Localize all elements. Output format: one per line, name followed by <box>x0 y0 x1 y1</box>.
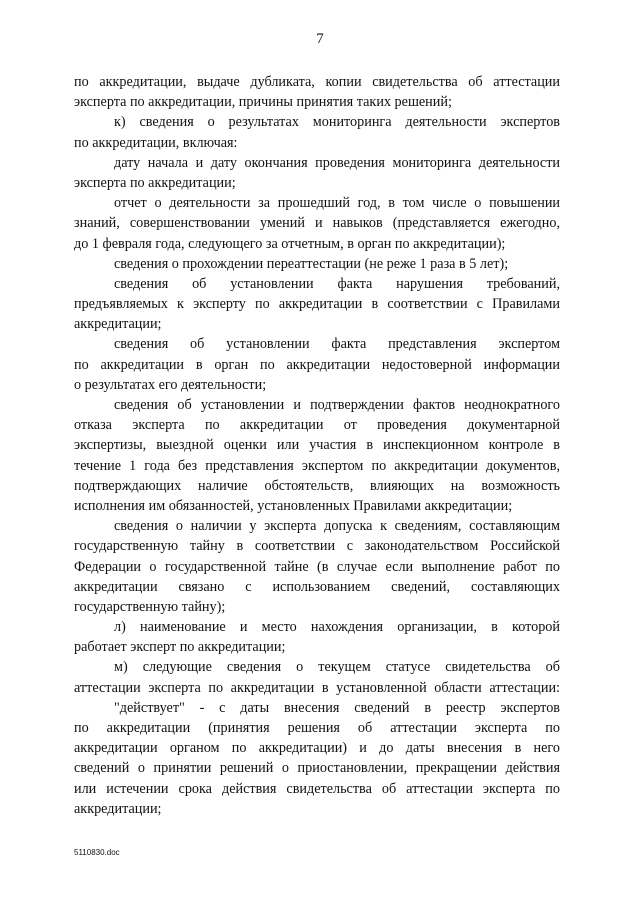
text-line: отказа эксперта по аккредитации от проведения документарной <box>74 417 560 434</box>
text-line: государственную тайну); <box>74 598 226 615</box>
text-line: отчет о деятельности за прошедший год, в том числе о повышении <box>114 195 560 212</box>
text-line: Федерации о государственной тайне (в случае если выполнение работ по <box>74 558 560 575</box>
text-line: работает эксперт по аккредитации; <box>74 639 286 656</box>
text-line: аккредитации; <box>74 800 162 817</box>
text-line: сведения о прохождении переаттестации (не реже 1 раза в 5 лет); <box>114 255 509 272</box>
text-line: по аккредитации (принятия решения об аттестации эксперта по <box>74 720 560 736</box>
text-line: сведения об установлении факта представления экспертом <box>114 336 560 353</box>
document-body <box>74 72 560 819</box>
text-line: предъявляемых к эксперту по аккредитации в соответствии с Правилами <box>74 296 560 313</box>
text-line: по аккредитации, включая: <box>74 134 238 151</box>
text-line: эксперта по аккредитации; <box>74 174 236 191</box>
text-line: или истечении срока действия свидетельства об аттестации эксперта по <box>74 780 560 797</box>
text-line: государственную тайну в соответствии с законодательством Российской <box>74 538 560 555</box>
text-line: исполнения им обязанностей, установленных Правилами аккредитации; <box>74 497 513 514</box>
page-number: 7 <box>316 31 324 47</box>
text-line: экспертизы, выездной оценки или участия в инспекционном контроле в <box>74 437 560 454</box>
text-line: к) сведения о результатах мониторинга деятельности экспертов <box>114 114 560 131</box>
text-line: м) следующие сведения о текущем статусе свидетельства об <box>114 659 560 676</box>
text-line: аккредитации связано с использованием сведений, составляющих <box>74 578 560 595</box>
text-line: о результатах его деятельности; <box>74 376 267 393</box>
text-line: течение 1 года без представления экспертом по аккредитации документов, <box>74 457 560 474</box>
text-line: по аккредитации, выдаче дубликата, копии свидетельства об аттестации <box>74 74 560 90</box>
text-line: сведений о принятии решений о приостановлении, прекращении действия <box>74 760 560 777</box>
text-line: подтверждающих наличие обстоятельств, влияющих на возможность <box>74 477 560 494</box>
text-line: сведения о наличии у эксперта допуска к сведениям, составляющим <box>114 518 560 535</box>
text-line: аттестации эксперта по аккредитации в установленной области аттестации: <box>74 679 560 696</box>
text-line: л) наименование и место нахождения организации, в которой <box>114 619 560 636</box>
text-line: сведения об установлении факта нарушения требований, <box>114 275 560 292</box>
text-line: аккредитации; <box>74 316 162 333</box>
text-line: знаний, совершенствовании умений и навыков (представляется ежегодно, <box>74 215 560 232</box>
text-line: эксперта по аккредитации, причины принятия таких решений; <box>74 94 452 111</box>
text-line: дату начала и дату окончания проведения мониторинга деятельности <box>114 154 560 171</box>
text-line: по аккредитации в орган по аккредитации недостоверной информации <box>74 356 560 373</box>
text-line: до 1 февраля года, следующего за отчетным, в орган по аккредитации); <box>74 235 506 252</box>
document-file-code: 5110830.doc <box>74 848 120 857</box>
text-line: аккредитации органом по аккредитации) и до даты внесения в него <box>74 740 560 757</box>
text-line: сведения об установлении и подтверждении фактов неоднократного <box>114 397 560 413</box>
text-line: "действует" - с даты внесения сведений в реестр экспертов <box>114 699 560 716</box>
